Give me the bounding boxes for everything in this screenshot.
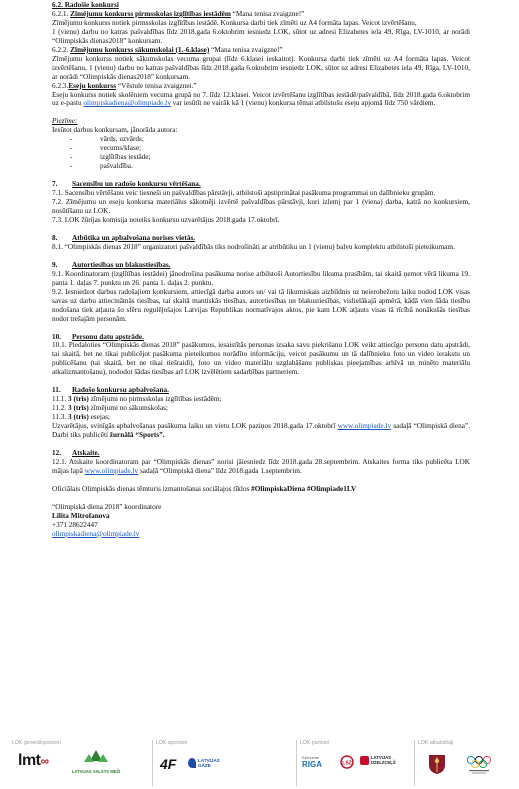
section-number: 12. [52,448,62,457]
section-label: LOK partneri [300,740,330,746]
hashtag-intro: Oficiālais Olimpiskās dienas tēmturis izmantošanai sociālajos tīklos [52,484,250,493]
section-number: 10. [52,332,62,341]
lvm-tree-icon [83,749,109,764]
subsection-number: 6.2.3. [52,81,69,90]
coordinator-name: Lilita Mitrofanova [52,511,110,520]
subsection-title: Zīmējumu konkurss pirmsskolas izglītības iestādēm [70,9,231,18]
dzelzcels-icon [360,756,369,765]
dzelzcels-logo-text: LATVIJAS DZELZCEĻŠ [371,755,396,765]
lvm-logo [66,749,126,774]
4f-logo: 4F [160,756,177,772]
award-item [52,413,470,422]
subsection-6-2-1 [52,10,470,19]
section-10-heading [52,333,470,342]
sponsors-section [152,740,248,789]
paragraph: Zīmējumu konkurss notiek pirmsskolas izglītības iestādē. Konkursa darbi tiek zīmēti uz A4 formāta lapas. Veicot izvērtēšanu, [52,18,417,27]
section-title: Sacensību un radošo konkursu vērtēšana. [72,180,201,189]
coat-of-arms-logo [426,752,448,781]
paragraph: 7.2. Zīmējumu un eseju konkursa materiālus sākotnēji izvērtē pašvaldības pārstāvji, kuri izlemj par 1 (viena) darba, katrā no konkursiem, nosūtīšanu uz LOK. [52,198,470,216]
email-link[interactable]: olimpiskadiena@olimpiade.lv [83,99,171,108]
section-number: 9. [52,260,58,269]
latvijas-dzelzcels-logo [360,755,397,765]
paragraph [52,458,470,476]
item-count: 3 (trīs) [68,413,89,422]
paragraph-text: Uzvarētājus, svinīgās apbalvošanas pasākuma laiku un vietu LOK paziņos 2018.gada 17.oktobrī [52,422,336,431]
riga-logo [302,756,336,769]
item-count: 3 (trīs) [68,404,89,413]
section-title-text: 6.2. Radošie konkursi [52,1,119,9]
olympic-solidarity-logo [466,753,492,780]
lsz-emblem-icon [340,755,354,769]
item-number: 11.3. [52,413,67,422]
item-number: 11.2. [52,404,67,413]
website-link[interactable]: www.olimpiade.lv [84,466,139,475]
subsection-6-2-2 [52,46,470,55]
subsection-theme: “Mana tenisa zvaigzne!” [232,9,305,18]
item-text: zīmējumi no pirmsskolas izglītības iestādēm; [90,395,222,404]
subsection-number: 6.2.1. [52,9,69,18]
section-title: Autortiesības un blakustiesības. [72,260,171,269]
paragraph-text: var iesūtīt ne vairāk kā 1 (vienu) konkursa tēmai atbilstošu eseju apjomā līdz 750 vārdiem. [172,99,436,108]
section-title: Atskaite. [72,448,100,457]
paragraph: 10.1. Piedaloties “Olimpiskās dienas 2018” pasākumos, iesaistītās personas izsaka savu piekrišanu LOK veikt attiecīgo personu datu apstrādi, tai skaitā, bet ne tikai publicējot pasākuma pieteikumos norādīto informāciju, veicot pasākumu un tā dalībnieku foto un video ierakstu un publicēšanu (tai skaitā, bet ne tikai tiešraidi), foto un video materiālu uzglabāšanu publiskas pieejamības arhīvā un minēto materiālu atkalizmantošanu), nododot šādas tiesības arī LOK izvēlētiem sadarbības partneriem. [52,341,470,377]
olympic-rings-icon [466,753,492,775]
lmt-swirl-icon: ∞ [40,754,49,768]
note-intro: Iesūtot darbus konkursam, jānorāda autora: [52,126,178,135]
subsection-title: Zīmējumu konkurss sākumskolai (1.-6.klase) [70,45,210,54]
subsection-theme: “Mana tenisa zvaigzne!” [211,45,283,54]
subsection-title: Eseju konkurss [68,81,117,90]
gaze-logo-text: LATVIJAS GĀZE [198,758,220,768]
riga-logo-small-text: Ezerzeme [302,756,320,760]
section-7-heading [52,180,470,189]
section-number: 8. [52,233,58,242]
paragraph: Zīmējumu konkurss notiek sākumskolas vecuma grupai (līdz 6.klasei ieskaitot). Konkursa darbi tiek zīmēti uz A4 formāta lapas. Veicot izvērtēšanu, 1 (vienu) darbu no katras pašvaldības līdz 2018.gada 6.oktobrim iesniedz LOK, sūtot uz adresi Elizabetes iela 49, Rīga, LV-1010, ar norādi “Olimpiskās dienas2018” konkursam. [52,54,470,81]
partners-section [296,740,408,789]
gaze-flame-icon [188,758,196,768]
item-number: 11.1. [52,395,67,404]
section-12-heading [52,449,470,458]
item-text: zīmējumi no sākumskolas; [90,404,168,413]
note-label: Piezīme: [52,117,78,126]
item-count: 3 (trīs) [68,395,89,404]
lmt-logo-text: lmt [18,752,41,769]
list-item: - izglītības iestāde; [70,153,470,162]
paragraph: 7.1. Sacensību vērtēšanu veic tiesneši un pašvaldības pārstāvji, atbilstoši apstiprinātai pasākuma programmai un dalībnieku grupām. [52,189,436,198]
coordinator-email-line [52,530,470,539]
hashtags: #OlimpiskaDiena #Olimpiade1LV [251,484,357,493]
section-title: Atbūtika un apbalvošana norises vietās. [72,233,196,242]
section-9-heading [52,261,470,270]
award-item [52,395,470,404]
latvijas-gaze-logo [188,758,226,768]
list-item: - vārds, uzvārds; [70,135,470,144]
svg-text:LSZ: LSZ [342,760,352,767]
general-sponsors-section [8,740,146,789]
subsection-6-2-3 [52,82,470,91]
section-number: 11. [52,386,61,395]
subsection-theme: “Vēstule tenisa zvaigznei.” [117,81,197,90]
section-number: 7. [52,180,58,189]
paragraph-text: sadaļā “Olimpiskā diena”. Darbi tiks publicēti [52,422,471,440]
coordinator-role: “Olimpiskā diena 2018” koordinatore [52,502,162,511]
lsz-logo [340,755,354,774]
paragraph [52,91,470,109]
section-6-2-title [52,1,470,10]
section-label: LOK ģenerālsponsori [12,740,61,746]
section-title: Personu datu apstrāde. [72,332,144,341]
list-item: - vecums/klase; [70,144,470,153]
coordinator-email-link[interactable]: olimpiskadiena@olimpiade.lv [52,529,140,538]
paragraph-text: sadaļā “Olimpiskā diena” līdz 2018.gada 1.septembrim. [139,466,302,475]
sponsor-footer [0,740,519,789]
website-link[interactable]: www.olimpiade.lv [337,422,392,431]
section-label: LOK sponsori [156,740,188,746]
coat-of-arms-icon [426,752,448,776]
magazine-name: žurnālā “Sports”. [109,431,165,440]
paragraph: 8.1. “Olimpiskās dienas 2018” organizatori pašvaldībās tiks nodrošināti ar atribūtiku un 1 (vienu) balvu komplektu atbilstoši pieteikumam. [52,242,455,251]
hashtag-line [52,485,470,494]
section-title: Radošo konkursu apbalvošana. [72,386,169,395]
paragraph: 9.2. Iesniedzot darbus radošajiem konkursiem, attiecīgā darba autors un/ vai tā likumiskais aizbildnis uz neierobežotu laiku nodod LOK visas savas uz darbu attiecināmās tiesības, tai skaitā mantiskās tiesības, autortiesības un blakustiesības, vislielākajā apmērā, kādā vien šāda tiesību nodošana tiek atļauta šo sfēru regulējošajos Latvijas Republikas normatīvajos aktos, pie kam LOK atļauts visas tā rīcībā nonākušās tiesības nodot trešajām personām. [52,287,470,323]
document-body [52,1,470,539]
section-8-heading [52,234,470,243]
section-label: LOK atbalstītāji [418,740,454,746]
paragraph-text: 12.1. Atskaite koordinatoram par “Olimpiskās dienas” norisi jāiesniedz līdz 2018.gada 28.septembrim. Atskaites forma tiks publicēta LOK mājas lapā [52,457,470,475]
subsection-number: 6.2.2. [52,45,69,54]
paragraph [52,422,470,440]
list-item: - pašvaldība. [70,162,470,171]
paragraph: 7.3. LOK žūrijas komisija noteiks konkursu uzvarētājus 2018.gada 17.oktobrī. [52,215,280,224]
coordinator-phone: +371 28622447 [52,520,98,529]
item-text: esejas; [90,413,110,422]
lvm-logo-text: LATVIJAS VALSTS MEŽI [71,769,121,774]
section-11-heading [52,386,470,395]
author-info-list [52,135,470,171]
paragraph: 1 (vienu) darbu no katras pašvaldības līdz 2018.gada 6.oktobrim iesniedz LOK, sūtot uz adresi Elizabetes iela 49, Rīga, LV-1010, ar norādi “Olimpiskās dienas2018” konkursam. [52,27,470,45]
paragraph: 9.1. Koordinatoram (izglītības iestādei) jānodrošina pasākuma norise atbilstoši Autortiesību likuma prasībām, tai skaitā ņemot vērā likuma 19. panta 1. daļas 7. punktu un 26. panta 1. daļas 2. punktu. [52,269,470,287]
award-item [52,404,470,413]
supporters-section [414,740,514,789]
riga-logo-text: RIGA [302,760,322,769]
lmt-logo [18,752,49,770]
paragraph-text: Eseju konkurss notiek skolēniem vecuma grupā no 7. līdz 12.klasei. Veicot izvērtēšanu izglītības iestādē/pašvaldībā, līdz 2018.gada 6.oktobrim uz e-pastu [52,90,470,108]
